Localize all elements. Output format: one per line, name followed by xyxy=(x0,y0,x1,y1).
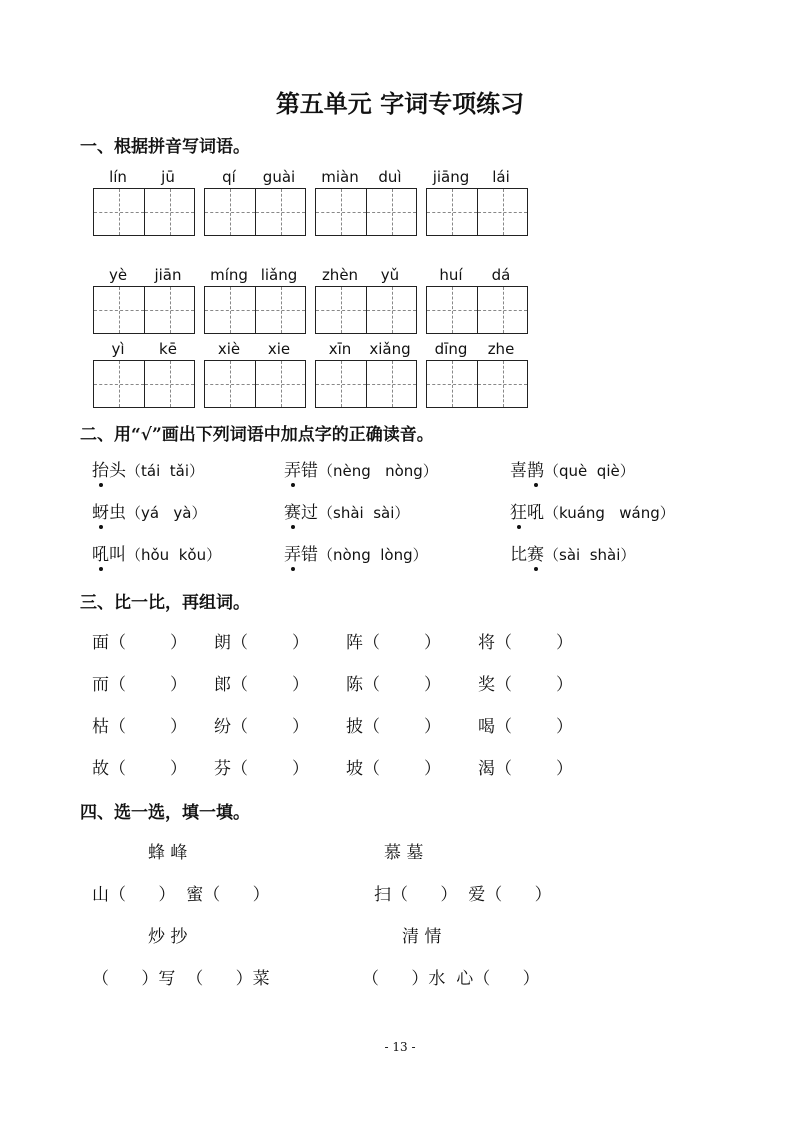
group-word-item xyxy=(478,670,573,695)
paren-close: ） xyxy=(556,633,573,653)
writing-cell[interactable] xyxy=(477,287,527,333)
pinyin-options[interactable]: （shài sài） xyxy=(318,504,410,522)
fill-line-1b: 扫（ ） 爱（ ） xyxy=(374,885,552,905)
pinyin-options[interactable]: （tái tǎi） xyxy=(126,462,205,480)
writing-cell[interactable] xyxy=(205,189,255,235)
word-char: 头 xyxy=(109,461,126,481)
writing-cell[interactable] xyxy=(255,189,305,235)
writing-cell[interactable] xyxy=(316,361,366,407)
paren-open: （ xyxy=(363,675,380,695)
pronunciation-item xyxy=(284,498,409,523)
paren-open: （ xyxy=(495,717,512,737)
base-char: 喝 xyxy=(478,717,495,737)
group-word-item xyxy=(478,712,573,737)
group-word-item xyxy=(214,670,309,695)
base-char: 陈 xyxy=(346,675,363,695)
paren-close: ） xyxy=(292,675,309,695)
paren-close: ） xyxy=(556,717,573,737)
choice-group-mu: 慕 墓 xyxy=(384,843,424,863)
writing-cell[interactable] xyxy=(427,287,477,333)
writing-cell[interactable] xyxy=(94,287,144,333)
writing-cell[interactable] xyxy=(477,361,527,407)
pinyin-options[interactable]: （hǒu kǒu） xyxy=(126,546,222,564)
pinyin-label: guài xyxy=(262,168,296,186)
writing-cell[interactable] xyxy=(144,361,194,407)
writing-cell[interactable] xyxy=(255,361,305,407)
writing-cell[interactable] xyxy=(427,361,477,407)
dotted-char: 弄 xyxy=(284,540,301,565)
group-word-item xyxy=(478,628,573,653)
base-char: 渴 xyxy=(478,759,495,779)
base-char: 枯 xyxy=(92,717,109,737)
base-char: 芬 xyxy=(214,759,231,779)
pinyin-label: xiǎng xyxy=(369,340,411,358)
paren-open: （ xyxy=(495,675,512,695)
pinyin-options[interactable]: （sài shài） xyxy=(544,546,636,564)
writing-grid[interactable] xyxy=(93,188,195,236)
group-word-item xyxy=(92,670,187,695)
word-char: 比 xyxy=(510,545,527,565)
group-word-item xyxy=(214,628,309,653)
writing-grid[interactable] xyxy=(204,188,306,236)
pinyin-options[interactable]: （kuáng wáng） xyxy=(544,504,675,522)
pronunciation-item xyxy=(92,540,221,565)
pronunciation-item xyxy=(284,540,428,565)
paren-open: （ xyxy=(495,759,512,779)
writing-grid[interactable] xyxy=(93,286,195,334)
paren-open: （ xyxy=(363,717,380,737)
writing-grid[interactable] xyxy=(204,360,306,408)
pronunciation-item xyxy=(92,456,204,481)
dotted-char: 赛 xyxy=(284,498,301,523)
group-word-item xyxy=(346,754,441,779)
pinyin-label: xīn xyxy=(328,340,352,358)
base-char: 将 xyxy=(478,633,495,653)
word-char: 虫 xyxy=(109,503,126,523)
paren-open: （ xyxy=(363,759,380,779)
pinyin-label: jiāng xyxy=(432,168,470,186)
pinyin-label: lái xyxy=(492,168,510,186)
dotted-char: 狂 xyxy=(510,498,527,523)
choice-group-chao: 炒 抄 xyxy=(148,927,188,947)
word-char: 过 xyxy=(301,503,318,523)
pinyin-options[interactable]: （nòng lòng） xyxy=(318,546,428,564)
writing-grid[interactable] xyxy=(204,286,306,334)
paren-close: ） xyxy=(424,675,441,695)
paren-close: ） xyxy=(556,675,573,695)
pinyin-label: zhèn xyxy=(321,266,359,284)
pinyin-label: miàn xyxy=(321,168,359,186)
choice-group-feng: 蜂 峰 xyxy=(148,843,188,863)
paren-close: ） xyxy=(170,675,187,695)
base-char: 故 xyxy=(92,759,109,779)
paren-close: ） xyxy=(424,759,441,779)
group-word-item xyxy=(346,628,441,653)
pinyin-options[interactable]: （yá yà） xyxy=(126,504,207,522)
pronunciation-item xyxy=(510,540,635,565)
pinyin-options[interactable]: （nèng nòng） xyxy=(318,462,438,480)
section-1-heading: 一、根据拼音写词语。 xyxy=(80,137,250,157)
dotted-char: 抬 xyxy=(92,456,109,481)
section-2-heading: 二、用“√”画出下列词语中加点字的正确读音。 xyxy=(80,425,434,445)
paren-open: （ xyxy=(231,717,248,737)
word-char: 吼 xyxy=(527,503,544,523)
writing-cell[interactable] xyxy=(255,287,305,333)
base-char: 奖 xyxy=(478,675,495,695)
base-char: 阵 xyxy=(346,633,363,653)
dotted-char: 赛 xyxy=(527,540,544,565)
paren-open: （ xyxy=(231,759,248,779)
writing-grid[interactable] xyxy=(315,286,417,334)
pinyin-options[interactable]: （què qiè） xyxy=(544,462,635,480)
writing-cell[interactable] xyxy=(366,189,416,235)
writing-cell[interactable] xyxy=(366,361,416,407)
fill-line-2a: （ ）写 （ ）菜 xyxy=(92,969,270,989)
writing-cell[interactable] xyxy=(427,189,477,235)
pinyin-label: duì xyxy=(378,168,402,186)
dotted-char: 蚜 xyxy=(92,498,109,523)
pinyin-label: jiān xyxy=(154,266,182,284)
pinyin-label: liǎng xyxy=(260,266,298,284)
paren-close: ） xyxy=(292,759,309,779)
paren-close: ） xyxy=(292,633,309,653)
group-word-item xyxy=(346,712,441,737)
paren-close: ） xyxy=(292,717,309,737)
writing-cell[interactable] xyxy=(94,189,144,235)
word-char: 错 xyxy=(301,461,318,481)
base-char: 坡 xyxy=(346,759,363,779)
group-word-item xyxy=(92,628,187,653)
group-word-item xyxy=(346,670,441,695)
pinyin-label: dá xyxy=(491,266,511,284)
base-char: 郎 xyxy=(214,675,231,695)
pronunciation-item xyxy=(510,456,635,481)
choice-group-qing: 清 情 xyxy=(402,927,442,947)
group-word-item xyxy=(478,754,573,779)
pinyin-label: qí xyxy=(222,168,236,186)
pinyin-label: xie xyxy=(267,340,291,358)
pinyin-label: zhe xyxy=(487,340,515,358)
word-char: 错 xyxy=(301,545,318,565)
pinyin-label: dīng xyxy=(434,340,468,358)
pinyin-label: jū xyxy=(161,168,175,186)
paren-open: （ xyxy=(231,633,248,653)
writing-cell[interactable] xyxy=(316,189,366,235)
paren-open: （ xyxy=(363,633,380,653)
writing-cell[interactable] xyxy=(316,287,366,333)
base-char: 朗 xyxy=(214,633,231,653)
paren-open: （ xyxy=(109,633,126,653)
word-char: 叫 xyxy=(109,545,126,565)
dotted-char: 吼 xyxy=(92,540,109,565)
writing-grid[interactable] xyxy=(426,360,528,408)
paren-close: ） xyxy=(170,759,187,779)
paren-close: ） xyxy=(424,633,441,653)
writing-cell[interactable] xyxy=(205,361,255,407)
pinyin-label: lín xyxy=(109,168,127,186)
dotted-char: 弄 xyxy=(284,456,301,481)
paren-close: ） xyxy=(424,717,441,737)
fill-line-2b: （ ）水 心（ ） xyxy=(362,969,540,989)
pronunciation-item xyxy=(92,498,206,523)
page-title: 第五单元 字词专项练习 xyxy=(275,89,525,118)
group-word-item xyxy=(92,754,187,779)
writing-cell[interactable] xyxy=(366,287,416,333)
base-char: 面 xyxy=(92,633,109,653)
group-word-item xyxy=(214,754,309,779)
paren-open: （ xyxy=(495,633,512,653)
paren-open: （ xyxy=(109,717,126,737)
pronunciation-item xyxy=(510,498,675,523)
paren-close: ） xyxy=(170,717,187,737)
pinyin-label: kē xyxy=(159,340,177,358)
pinyin-label: míng xyxy=(210,266,248,284)
writing-cell[interactable] xyxy=(94,361,144,407)
base-char: 披 xyxy=(346,717,363,737)
pinyin-label: huí xyxy=(439,266,463,284)
writing-grid[interactable] xyxy=(315,360,417,408)
paren-open: （ xyxy=(109,675,126,695)
pinyin-label: yǔ xyxy=(380,266,400,284)
writing-cell[interactable] xyxy=(144,189,194,235)
dotted-char: 鹊 xyxy=(527,456,544,481)
paren-open: （ xyxy=(109,759,126,779)
pinyin-label: yè xyxy=(108,266,128,284)
writing-cell[interactable] xyxy=(477,189,527,235)
writing-grid[interactable] xyxy=(315,188,417,236)
group-word-item xyxy=(214,712,309,737)
pinyin-label: yì xyxy=(111,340,125,358)
base-char: 纷 xyxy=(214,717,231,737)
pinyin-label: xiè xyxy=(217,340,241,358)
group-word-item xyxy=(92,712,187,737)
section-3-heading: 三、比一比，再组词。 xyxy=(80,593,250,613)
base-char: 而 xyxy=(92,675,109,695)
writing-grid[interactable] xyxy=(426,188,528,236)
word-char: 喜 xyxy=(510,461,527,481)
page-number: - 13 - xyxy=(384,1040,416,1054)
section-4-heading: 四、选一选，填一填。 xyxy=(80,803,250,823)
writing-grid[interactable] xyxy=(426,286,528,334)
paren-close: ） xyxy=(170,633,187,653)
fill-line-1a: 山（ ） 蜜（ ） xyxy=(92,885,270,905)
writing-cell[interactable] xyxy=(205,287,255,333)
writing-cell[interactable] xyxy=(144,287,194,333)
writing-grid[interactable] xyxy=(93,360,195,408)
pronunciation-item xyxy=(284,456,438,481)
paren-close: ） xyxy=(556,759,573,779)
paren-open: （ xyxy=(231,675,248,695)
